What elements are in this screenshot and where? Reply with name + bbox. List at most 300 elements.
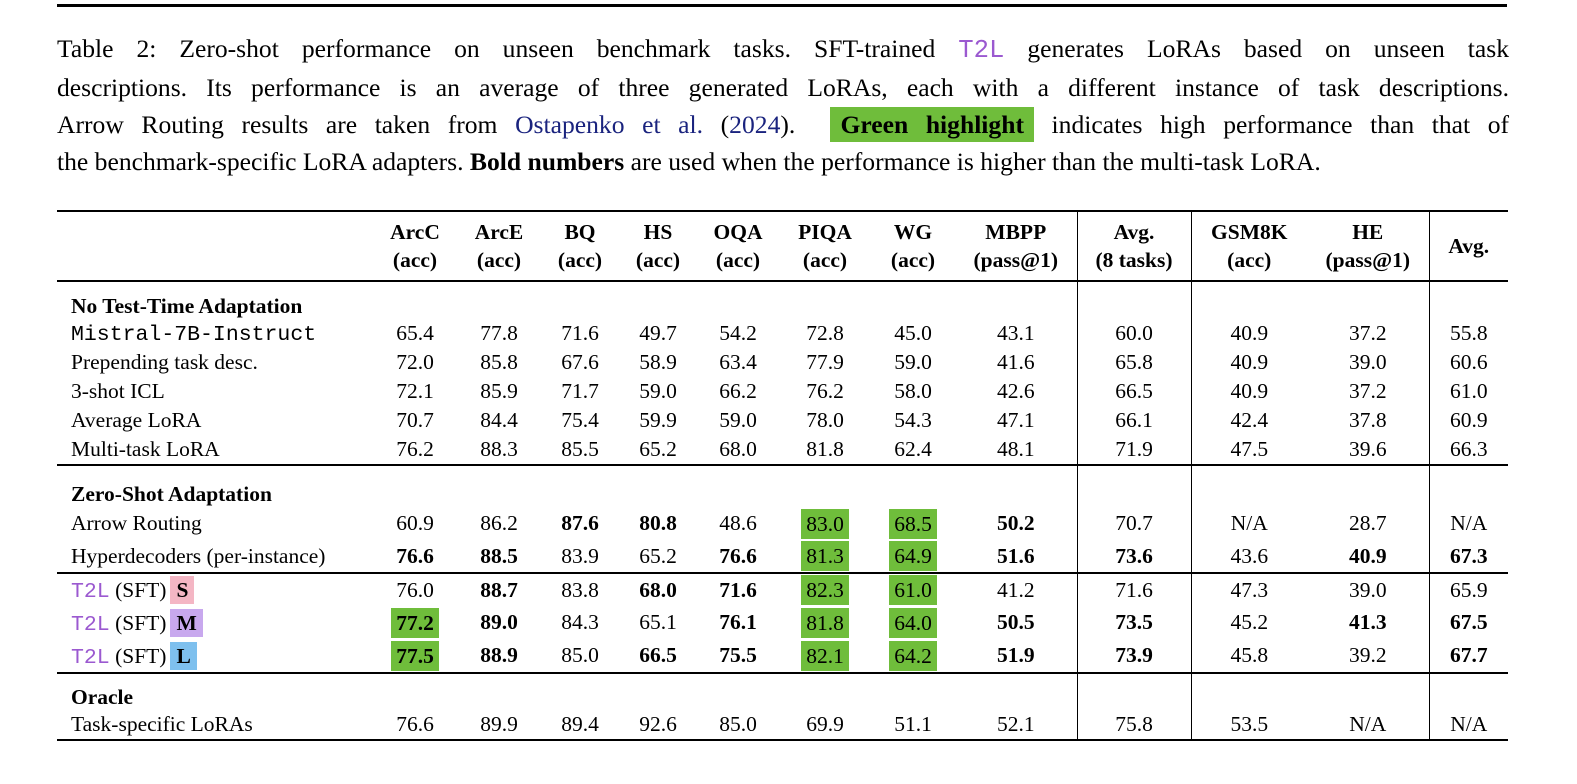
- cell-value: 62.4: [894, 437, 932, 461]
- cell-value: 41.3: [1348, 610, 1387, 634]
- cell-value: 76.6: [396, 543, 434, 568]
- row-label-suffix: (SFT): [109, 643, 167, 668]
- cell-value: 60.9: [1449, 408, 1488, 432]
- value-cell: [1077, 406, 1191, 435]
- value-cell: [619, 435, 697, 465]
- value-cell: [955, 377, 1077, 406]
- cell-value: 59.0: [639, 379, 677, 403]
- value-cell: [697, 406, 779, 435]
- table-row: [57, 348, 1508, 377]
- cell-value: 47.5: [1230, 437, 1269, 461]
- table-row: [57, 540, 1508, 573]
- cell-value: 73.5: [1115, 610, 1153, 634]
- empty-cell: [619, 465, 697, 507]
- section-title: No Test-Time Adaptation: [71, 294, 303, 318]
- value-cell: [619, 507, 697, 540]
- row-label-suffix: (SFT): [109, 610, 167, 635]
- cell-value: 60.0: [1115, 321, 1153, 345]
- cell-value: 45.2: [1230, 610, 1269, 634]
- value-cell: [955, 606, 1077, 639]
- empty-cell: [541, 673, 619, 710]
- cell-value: 73.6: [1115, 543, 1153, 568]
- value-cell: [541, 377, 619, 406]
- cell-value: 89.0: [480, 610, 518, 634]
- cell-value: 75.4: [561, 408, 599, 432]
- value-cell: [697, 606, 779, 639]
- citation-link[interactable]: Ostapenko et al.: [515, 110, 704, 139]
- empty-cell: [1077, 281, 1191, 319]
- value-cell: [1307, 540, 1429, 573]
- empty-cell: [1429, 281, 1508, 319]
- value-cell: [697, 573, 779, 606]
- value-cell: [697, 348, 779, 377]
- cell-value: 77.2: [391, 608, 439, 638]
- value-cell: [1191, 377, 1307, 406]
- cell-value: 47.1: [996, 408, 1035, 432]
- cell-value: 39.0: [1348, 577, 1387, 602]
- cell-value: 66.2: [719, 379, 757, 403]
- value-cell: [1307, 319, 1429, 348]
- value-cell: [373, 507, 457, 540]
- cell-value: 83.9: [561, 543, 599, 568]
- section-title: Zero-Shot Adaptation: [71, 482, 272, 506]
- table-row: [57, 406, 1508, 435]
- value-cell: [779, 377, 871, 406]
- value-cell: [955, 507, 1077, 540]
- col-header: Avg. (8 tasks): [1077, 211, 1191, 281]
- caption-line-2: [57, 69, 1509, 106]
- section-header-row: [57, 281, 1508, 319]
- col-header: WG (acc): [890, 220, 936, 272]
- empty-cell: [697, 673, 779, 710]
- cell-value: 53.5: [1230, 712, 1269, 736]
- cell-value: 77.5: [391, 641, 439, 671]
- t2l-name: T2L: [958, 36, 1005, 65]
- empty-cell: [373, 281, 457, 319]
- value-cell: [619, 606, 697, 639]
- value-cell: [373, 606, 457, 639]
- empty-cell: [779, 281, 871, 319]
- caption-text: the benchmark-specific LoRA adapters.: [57, 147, 470, 176]
- value-cell: [697, 435, 779, 465]
- col-header: MBPP (pass@1): [973, 220, 1058, 272]
- empty-cell: [1429, 673, 1508, 710]
- cell-value: 50.5: [996, 610, 1035, 634]
- value-cell: [1077, 639, 1191, 673]
- value-cell: [457, 573, 541, 606]
- row-label: Task-specific LoRAs: [71, 712, 253, 736]
- cell-value: 37.2: [1348, 321, 1387, 345]
- cell-value: 92.6: [639, 712, 677, 736]
- cell-value: 58.9: [639, 350, 677, 374]
- cell-value: 66.3: [1449, 437, 1488, 461]
- value-cell: [871, 710, 955, 740]
- size-badge: S: [170, 576, 194, 604]
- value-cell: [779, 540, 871, 573]
- value-cell: [955, 573, 1077, 606]
- value-cell: [619, 348, 697, 377]
- value-cell: [1307, 710, 1429, 740]
- value-cell: [871, 606, 955, 639]
- cell-value: 81.8: [806, 437, 844, 461]
- cell-value: 77.9: [806, 350, 844, 374]
- cell-value: 70.7: [396, 408, 434, 432]
- cell-value: 76.2: [806, 379, 844, 403]
- empty-cell: [955, 673, 1077, 710]
- value-cell: [1077, 573, 1191, 606]
- row-label: Average LoRA: [71, 408, 202, 432]
- cell-value: 67.6: [561, 350, 599, 374]
- value-cell: [1191, 406, 1307, 435]
- cell-value: 83.0: [801, 509, 849, 539]
- value-cell: [373, 406, 457, 435]
- cell-value: 52.1: [996, 712, 1035, 736]
- table-row: [57, 435, 1508, 465]
- caption-text: descriptions. Its performance is an average of three generated LoRAs, each with a different instance of task descriptions.: [57, 73, 1509, 102]
- value-cell: [1429, 319, 1508, 348]
- value-cell: [457, 606, 541, 639]
- row-label: Arrow Routing: [71, 511, 202, 535]
- table-row: [57, 573, 1508, 606]
- cell-value: 84.4: [480, 408, 518, 432]
- cell-value: 85.0: [719, 712, 757, 736]
- value-cell: [541, 639, 619, 673]
- cell-value: 71.9: [1115, 437, 1153, 461]
- results-table: [57, 210, 1508, 741]
- value-cell: [955, 710, 1077, 740]
- empty-cell: [1191, 465, 1307, 507]
- value-cell: [871, 639, 955, 673]
- cell-value: 64.2: [889, 641, 937, 671]
- section-header-row: [57, 673, 1508, 710]
- caption-text: generates LoRAs based on unseen task: [1004, 34, 1509, 63]
- cell-value: 66.5: [639, 643, 677, 667]
- table-row: [57, 377, 1508, 406]
- value-cell: [619, 573, 697, 606]
- value-cell: [1429, 573, 1508, 606]
- value-cell: [1307, 606, 1429, 639]
- empty-cell: [457, 281, 541, 319]
- cell-value: 58.0: [894, 379, 932, 403]
- empty-cell: [457, 673, 541, 710]
- cell-value: 39.0: [1348, 350, 1387, 374]
- cell-value: 88.3: [480, 437, 518, 461]
- caption-line-3: [57, 106, 1509, 143]
- cell-value: 43.6: [1230, 543, 1269, 568]
- cell-value: 65.2: [639, 543, 677, 568]
- value-cell: [955, 348, 1077, 377]
- col-header: OQA (acc): [713, 220, 763, 272]
- cell-value: 60.9: [396, 511, 434, 535]
- empty-cell: [779, 673, 871, 710]
- cell-value: 40.9: [1230, 379, 1269, 403]
- row-label: [57, 319, 373, 348]
- empty-cell: [955, 465, 1077, 507]
- table-body: [57, 281, 1508, 740]
- value-cell: [541, 606, 619, 639]
- value-cell: [619, 710, 697, 740]
- value-cell: [541, 573, 619, 606]
- value-cell: [1191, 639, 1307, 673]
- value-cell: [1077, 435, 1191, 465]
- value-cell: [779, 435, 871, 465]
- row-label: [57, 573, 373, 606]
- empty-cell: [871, 281, 955, 319]
- cell-value: 71.7: [561, 379, 599, 403]
- cell-value: 76.2: [396, 437, 434, 461]
- value-cell: [1191, 319, 1307, 348]
- value-cell: [1429, 540, 1508, 573]
- value-cell: [871, 319, 955, 348]
- cell-value: 59.0: [894, 350, 932, 374]
- cell-value: 41.6: [996, 350, 1035, 374]
- value-cell: [541, 540, 619, 573]
- empty-cell: [457, 465, 541, 507]
- value-cell: [871, 348, 955, 377]
- value-cell: [1191, 507, 1307, 540]
- caption-line-4: [57, 143, 1509, 180]
- table-row: [57, 710, 1508, 740]
- value-cell: [1307, 406, 1429, 435]
- value-cell: [1077, 348, 1191, 377]
- value-cell: [955, 540, 1077, 573]
- cell-value: 42.6: [996, 379, 1035, 403]
- cell-value: 68.0: [639, 577, 677, 602]
- cell-value: 80.8: [639, 511, 677, 535]
- cell-value: 68.5: [889, 509, 937, 539]
- col-header: ArcE (acc): [474, 220, 524, 272]
- caption-text: (: [703, 110, 730, 139]
- value-cell: [373, 319, 457, 348]
- value-cell: [1307, 507, 1429, 540]
- table-caption: [57, 30, 1509, 180]
- empty-cell: [541, 281, 619, 319]
- cell-value: 78.0: [806, 408, 844, 432]
- value-cell: [1307, 639, 1429, 673]
- cell-value: 51.9: [996, 643, 1035, 667]
- empty-cell: [697, 281, 779, 319]
- header-row: [57, 211, 1508, 281]
- value-cell: [1077, 710, 1191, 740]
- value-cell: [1077, 540, 1191, 573]
- value-cell: [1429, 507, 1508, 540]
- value-cell: [871, 377, 955, 406]
- empty-cell: [1307, 465, 1429, 507]
- row-label: [57, 639, 373, 673]
- cell-value: 72.0: [396, 350, 434, 374]
- value-cell: [1191, 573, 1307, 606]
- cell-value: 82.3: [801, 575, 849, 605]
- value-cell: [779, 639, 871, 673]
- cell-value: 64.0: [889, 608, 937, 638]
- t2l-name: T2L: [71, 645, 110, 670]
- value-cell: [1191, 606, 1307, 639]
- empty-cell: [871, 465, 955, 507]
- cell-value: 87.6: [561, 511, 599, 535]
- cell-value: 49.7: [639, 321, 677, 345]
- cell-value: 61.0: [1449, 379, 1488, 403]
- value-cell: [373, 435, 457, 465]
- empty-cell: [1307, 673, 1429, 710]
- cell-value: 65.1: [639, 610, 677, 634]
- value-cell: [779, 348, 871, 377]
- value-cell: [1307, 348, 1429, 377]
- cell-value: 45.8: [1230, 643, 1269, 667]
- empty-cell: [1429, 465, 1508, 507]
- cell-value: N/A: [1349, 712, 1387, 736]
- cell-value: 88.7: [480, 577, 518, 602]
- value-cell: [1077, 377, 1191, 406]
- empty-cell: [1191, 673, 1307, 710]
- value-cell: [1191, 710, 1307, 740]
- bold-legend: Bold numbers: [469, 147, 625, 176]
- cell-value: 48.1: [996, 437, 1035, 461]
- cell-value: N/A: [1450, 511, 1488, 535]
- cell-value: 54.2: [719, 321, 757, 345]
- section-header-row: [57, 465, 1508, 507]
- value-cell: [779, 319, 871, 348]
- caption-text: Arrow Routing results are taken from: [57, 110, 516, 139]
- value-cell: [373, 540, 457, 573]
- cell-value: 75.5: [719, 643, 757, 667]
- empty-cell: [779, 465, 871, 507]
- cell-value: 50.2: [996, 511, 1035, 535]
- cell-value: 65.4: [396, 321, 434, 345]
- cell-value: 42.4: [1230, 408, 1269, 432]
- cell-value: 48.6: [719, 511, 757, 535]
- value-cell: [457, 377, 541, 406]
- cell-value: 72.1: [396, 379, 434, 403]
- header-blank: [57, 211, 373, 281]
- t2l-name: T2L: [71, 580, 110, 604]
- value-cell: [1429, 348, 1508, 377]
- value-cell: [697, 507, 779, 540]
- value-cell: [457, 507, 541, 540]
- value-cell: [541, 507, 619, 540]
- value-cell: [697, 540, 779, 573]
- value-cell: [457, 319, 541, 348]
- top-rule: [57, 4, 1507, 7]
- value-cell: [1429, 406, 1508, 435]
- cell-value: 85.8: [480, 350, 518, 374]
- value-cell: [871, 540, 955, 573]
- empty-cell: [373, 673, 457, 710]
- cell-value: 51.6: [996, 543, 1035, 568]
- cell-value: 85.9: [480, 379, 518, 403]
- col-header: PIQA (acc): [798, 220, 852, 272]
- model-name: Mistral-7B-Instruct: [71, 322, 317, 347]
- value-cell: [1429, 435, 1508, 465]
- value-cell: [955, 639, 1077, 673]
- row-label: Prepending task desc.: [71, 350, 258, 374]
- citation-year-link[interactable]: 2024: [729, 110, 781, 139]
- value-cell: [955, 435, 1077, 465]
- value-cell: [1307, 435, 1429, 465]
- value-cell: [373, 639, 457, 673]
- value-cell: [697, 377, 779, 406]
- cell-value: 55.8: [1449, 321, 1488, 345]
- cell-value: 28.7: [1348, 511, 1387, 535]
- row-label: Hyperdecoders (per-instance): [71, 543, 326, 568]
- value-cell: [541, 406, 619, 435]
- cell-value: 85.5: [561, 437, 599, 461]
- value-cell: [1191, 435, 1307, 465]
- value-cell: [697, 319, 779, 348]
- cell-value: 65.8: [1115, 350, 1153, 374]
- value-cell: [1077, 507, 1191, 540]
- t2l-name: T2L: [71, 612, 110, 637]
- cell-value: 75.8: [1115, 712, 1153, 736]
- cell-value: 89.4: [561, 712, 599, 736]
- cell-value: 64.9: [889, 541, 937, 571]
- col-header: BQ (acc): [557, 220, 603, 272]
- cell-value: 51.1: [894, 712, 932, 736]
- cell-value: 84.3: [561, 610, 599, 634]
- value-cell: [1077, 606, 1191, 639]
- cell-value: 43.1: [996, 321, 1035, 345]
- cell-value: N/A: [1450, 712, 1488, 736]
- cell-value: 71.6: [1115, 577, 1153, 602]
- cell-value: 47.3: [1230, 577, 1269, 602]
- cell-value: 76.6: [719, 543, 757, 568]
- cell-value: 88.9: [480, 643, 518, 667]
- cell-value: 40.9: [1230, 350, 1269, 374]
- value-cell: [619, 540, 697, 573]
- section-title: Oracle: [71, 685, 134, 709]
- table-row: [57, 507, 1508, 540]
- cell-value: 81.3: [801, 541, 849, 571]
- cell-value: 67.3: [1449, 543, 1488, 568]
- cell-value: 40.9: [1348, 543, 1387, 568]
- value-cell: [871, 435, 955, 465]
- value-cell: [779, 710, 871, 740]
- table-row: [57, 319, 1508, 348]
- col-header: ArcC (acc): [390, 220, 440, 272]
- cell-value: 69.9: [806, 712, 844, 736]
- cell-value: 76.6: [396, 712, 434, 736]
- value-cell: [1429, 606, 1508, 639]
- row-label: Multi-task LoRA: [71, 437, 220, 461]
- col-header: Avg.: [1429, 211, 1508, 281]
- cell-value: 54.3: [894, 408, 932, 432]
- cell-value: 39.2: [1348, 643, 1387, 667]
- caption-text: Table 2: Zero-shot performance on unseen benchmark tasks. SFT-trained: [57, 34, 959, 63]
- cell-value: 59.9: [639, 408, 677, 432]
- empty-cell: [871, 673, 955, 710]
- size-badge: L: [170, 642, 196, 670]
- cell-value: 61.0: [889, 575, 937, 605]
- empty-cell: [619, 673, 697, 710]
- value-cell: [779, 507, 871, 540]
- cell-value: 65.9: [1449, 577, 1488, 602]
- value-cell: [697, 710, 779, 740]
- empty-cell: [619, 281, 697, 319]
- cell-value: 86.2: [480, 511, 518, 535]
- cell-value: 72.8: [806, 321, 844, 345]
- cell-value: 76.0: [396, 577, 434, 602]
- cell-value: 66.5: [1115, 379, 1153, 403]
- value-cell: [457, 435, 541, 465]
- value-cell: [619, 639, 697, 673]
- value-cell: [871, 507, 955, 540]
- empty-cell: [373, 465, 457, 507]
- empty-cell: [1307, 281, 1429, 319]
- caption-text: are used when the performance is higher than the multi-task LoRA.: [624, 147, 1321, 176]
- cell-value: 65.2: [639, 437, 677, 461]
- col-header: HE (pass@1): [1325, 220, 1410, 272]
- cell-value: 67.7: [1449, 643, 1488, 667]
- value-cell: [457, 710, 541, 740]
